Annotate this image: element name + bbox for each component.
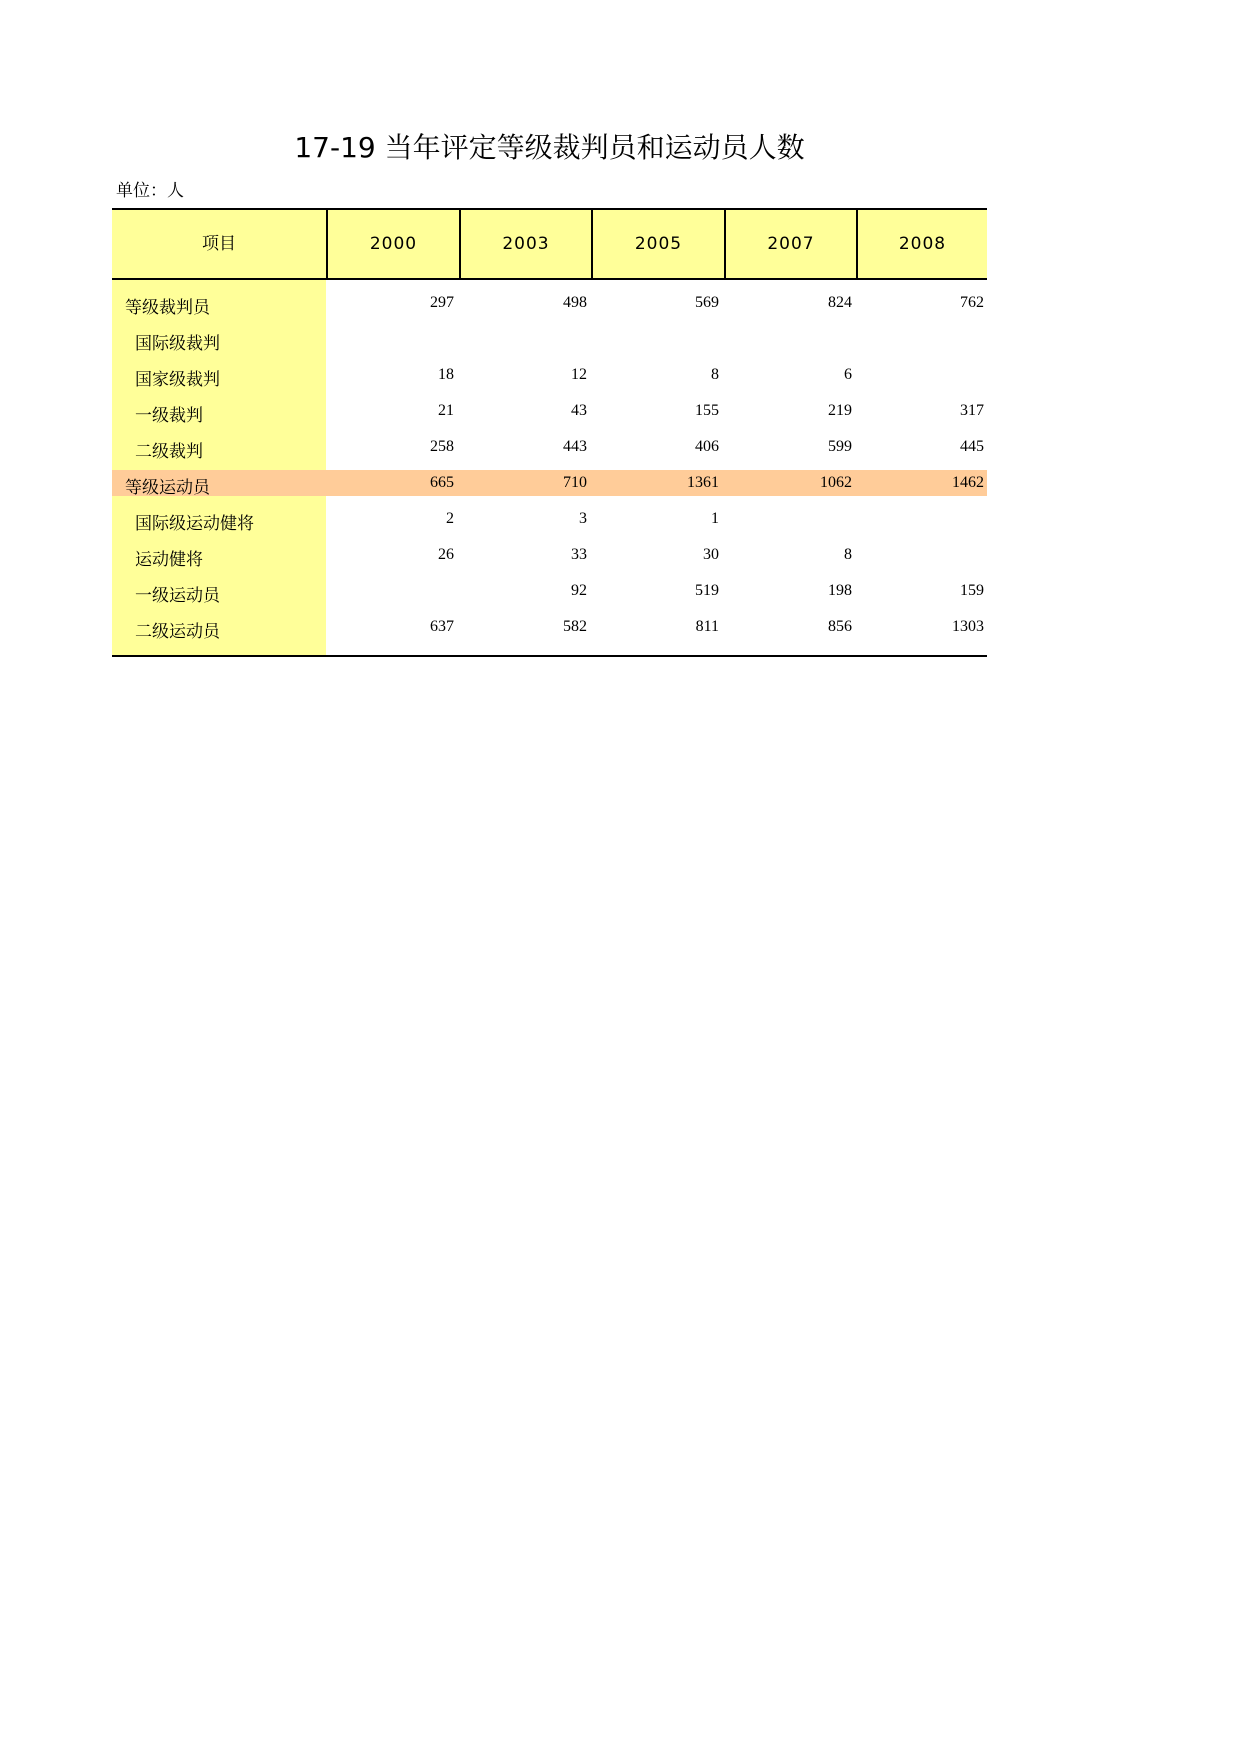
cell-value: 1361 xyxy=(687,474,719,491)
cell-value: 665 xyxy=(430,474,454,491)
header-year-2008: 2008 xyxy=(856,210,987,278)
row-label: 二级裁判 xyxy=(135,442,203,462)
cell-value xyxy=(856,506,984,532)
cell-value: 258 xyxy=(430,438,454,455)
cell-value: 297 xyxy=(430,294,454,311)
cell-value: 856 xyxy=(828,618,852,635)
cell-value: 159 xyxy=(960,582,984,599)
cell-value: 824 xyxy=(828,294,852,311)
table-row xyxy=(112,398,987,424)
row-label: 国家级裁判 xyxy=(135,370,220,390)
cell-value: 21 xyxy=(438,402,454,419)
cell-value xyxy=(724,326,852,352)
row-label: 二级运动员 xyxy=(135,622,220,642)
cell-value: 762 xyxy=(960,294,984,311)
cell-value xyxy=(856,326,984,352)
page-title: 17-19 当年评定等级裁判员和运动员人数 xyxy=(294,131,805,164)
cell-value: 219 xyxy=(828,402,852,419)
cell-value: 569 xyxy=(695,294,719,311)
cell-value: 155 xyxy=(695,402,719,419)
cell-value: 30 xyxy=(703,546,719,563)
unit-label: 单位：人 xyxy=(116,181,184,201)
data-table xyxy=(112,208,987,657)
header-year-2000: 2000 xyxy=(326,210,459,278)
table-header-row xyxy=(112,210,987,280)
cell-value: 8 xyxy=(844,546,852,563)
cell-value: 8 xyxy=(711,366,719,383)
cell-value: 26 xyxy=(438,546,454,563)
cell-value xyxy=(856,542,984,568)
table-row xyxy=(112,614,987,640)
cell-value: 33 xyxy=(571,546,587,563)
header-item-label: 项目 xyxy=(202,234,236,254)
cell-value: 406 xyxy=(695,438,719,455)
row-label: 运动健将 xyxy=(135,550,203,570)
cell-value: 198 xyxy=(828,582,852,599)
row-label: 国际级裁判 xyxy=(135,334,220,354)
cell-value xyxy=(591,326,719,352)
table-row xyxy=(112,290,987,316)
cell-value: 582 xyxy=(563,618,587,635)
table-row xyxy=(112,326,987,352)
cell-value: 445 xyxy=(960,438,984,455)
row-label: 国际级运动健将 xyxy=(135,514,254,534)
cell-value: 498 xyxy=(563,294,587,311)
cell-value: 2 xyxy=(446,510,454,527)
cell-value xyxy=(856,362,984,388)
cell-value xyxy=(459,326,587,352)
cell-value: 92 xyxy=(571,582,587,599)
cell-value: 443 xyxy=(563,438,587,455)
table-row xyxy=(112,506,987,532)
cell-value xyxy=(326,326,454,352)
cell-value: 18 xyxy=(438,366,454,383)
header-year-2005: 2005 xyxy=(591,210,724,278)
cell-value: 637 xyxy=(430,618,454,635)
cell-value: 519 xyxy=(695,582,719,599)
table-row xyxy=(112,362,987,388)
cell-value: 3 xyxy=(579,510,587,527)
cell-value: 12 xyxy=(571,366,587,383)
cell-value xyxy=(724,506,852,532)
cell-value: 6 xyxy=(844,366,852,383)
row-label: 等级裁判员 xyxy=(125,298,210,318)
row-label: 一级裁判 xyxy=(135,406,203,426)
row-label: 等级运动员 xyxy=(125,478,210,498)
row-label: 一级运动员 xyxy=(135,586,220,606)
table-row-highlighted xyxy=(112,470,987,496)
header-year-2007: 2007 xyxy=(724,210,856,278)
table-row xyxy=(112,542,987,568)
cell-value: 1303 xyxy=(952,618,984,635)
cell-value: 1 xyxy=(711,510,719,527)
table-row xyxy=(112,434,987,460)
cell-value: 1462 xyxy=(952,474,984,491)
cell-value xyxy=(326,578,454,604)
cell-value: 43 xyxy=(571,402,587,419)
cell-value: 1062 xyxy=(820,474,852,491)
header-year-2003: 2003 xyxy=(459,210,591,278)
cell-value: 317 xyxy=(960,402,984,419)
cell-value: 599 xyxy=(828,438,852,455)
table-row xyxy=(112,578,987,604)
cell-value: 710 xyxy=(563,474,587,491)
cell-value: 811 xyxy=(695,618,719,635)
